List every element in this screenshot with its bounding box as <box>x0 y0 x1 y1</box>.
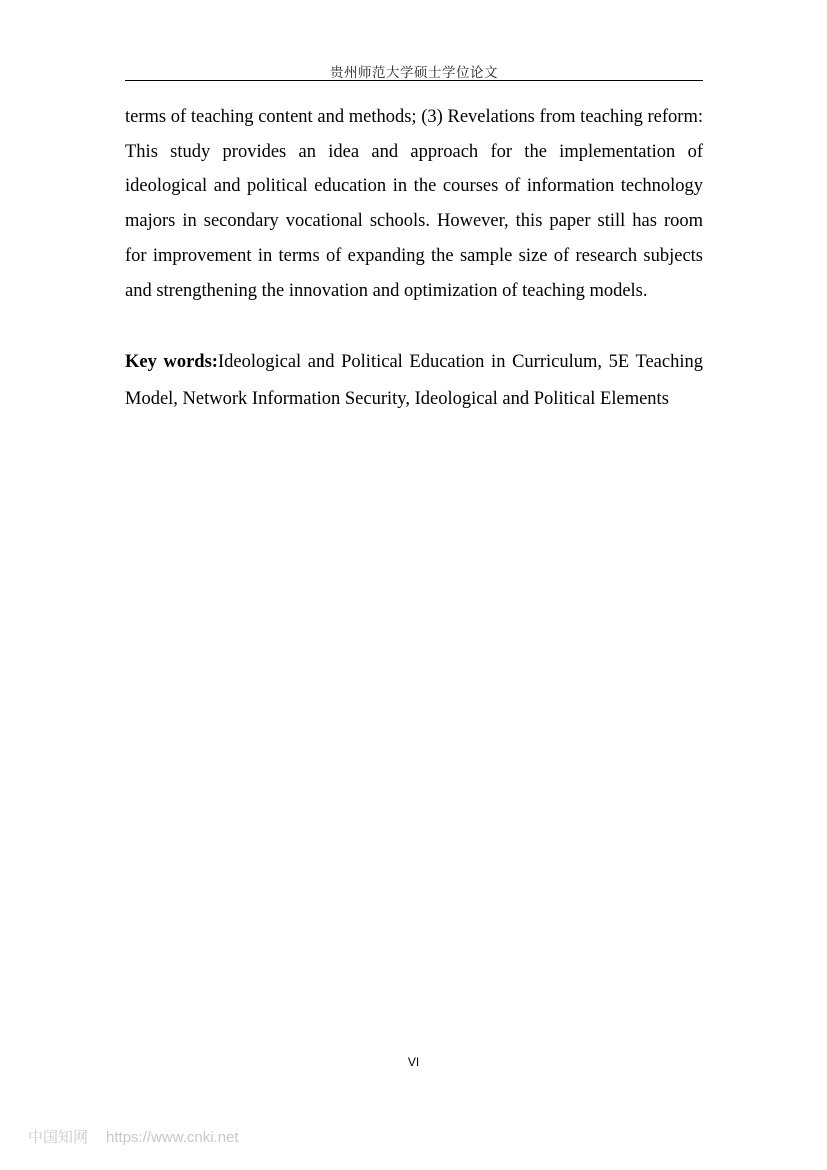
keywords-label: Key words: <box>125 352 218 372</box>
watermark-brand: 中国知网 <box>28 1129 89 1146</box>
running-header-title: 贵州师范大学硕士学位论文 <box>330 65 498 81</box>
keywords-section <box>125 344 703 417</box>
keywords-text: Ideological and Political Education in Curriculum, 5E Teaching Model, Network Information Security, Ideological and Political Elements <box>125 352 703 409</box>
abstract-paragraph: terms of teaching content and methods; (3) Revelations from teaching reform: This study provides an idea and approach for the implementation of ideological and political education in the courses of information technology majors in secondary vocational schools. However, this paper still has room for improvement in terms of expanding the sample size of research subjects and strengthening the innovation and optimization of teaching models. <box>125 107 703 301</box>
header-rule <box>125 80 703 81</box>
page-number: VI <box>407 1055 420 1069</box>
abstract-body <box>125 100 703 308</box>
cnki-watermark <box>28 1126 239 1147</box>
watermark-url: https://www.cnki.net <box>106 1129 239 1146</box>
